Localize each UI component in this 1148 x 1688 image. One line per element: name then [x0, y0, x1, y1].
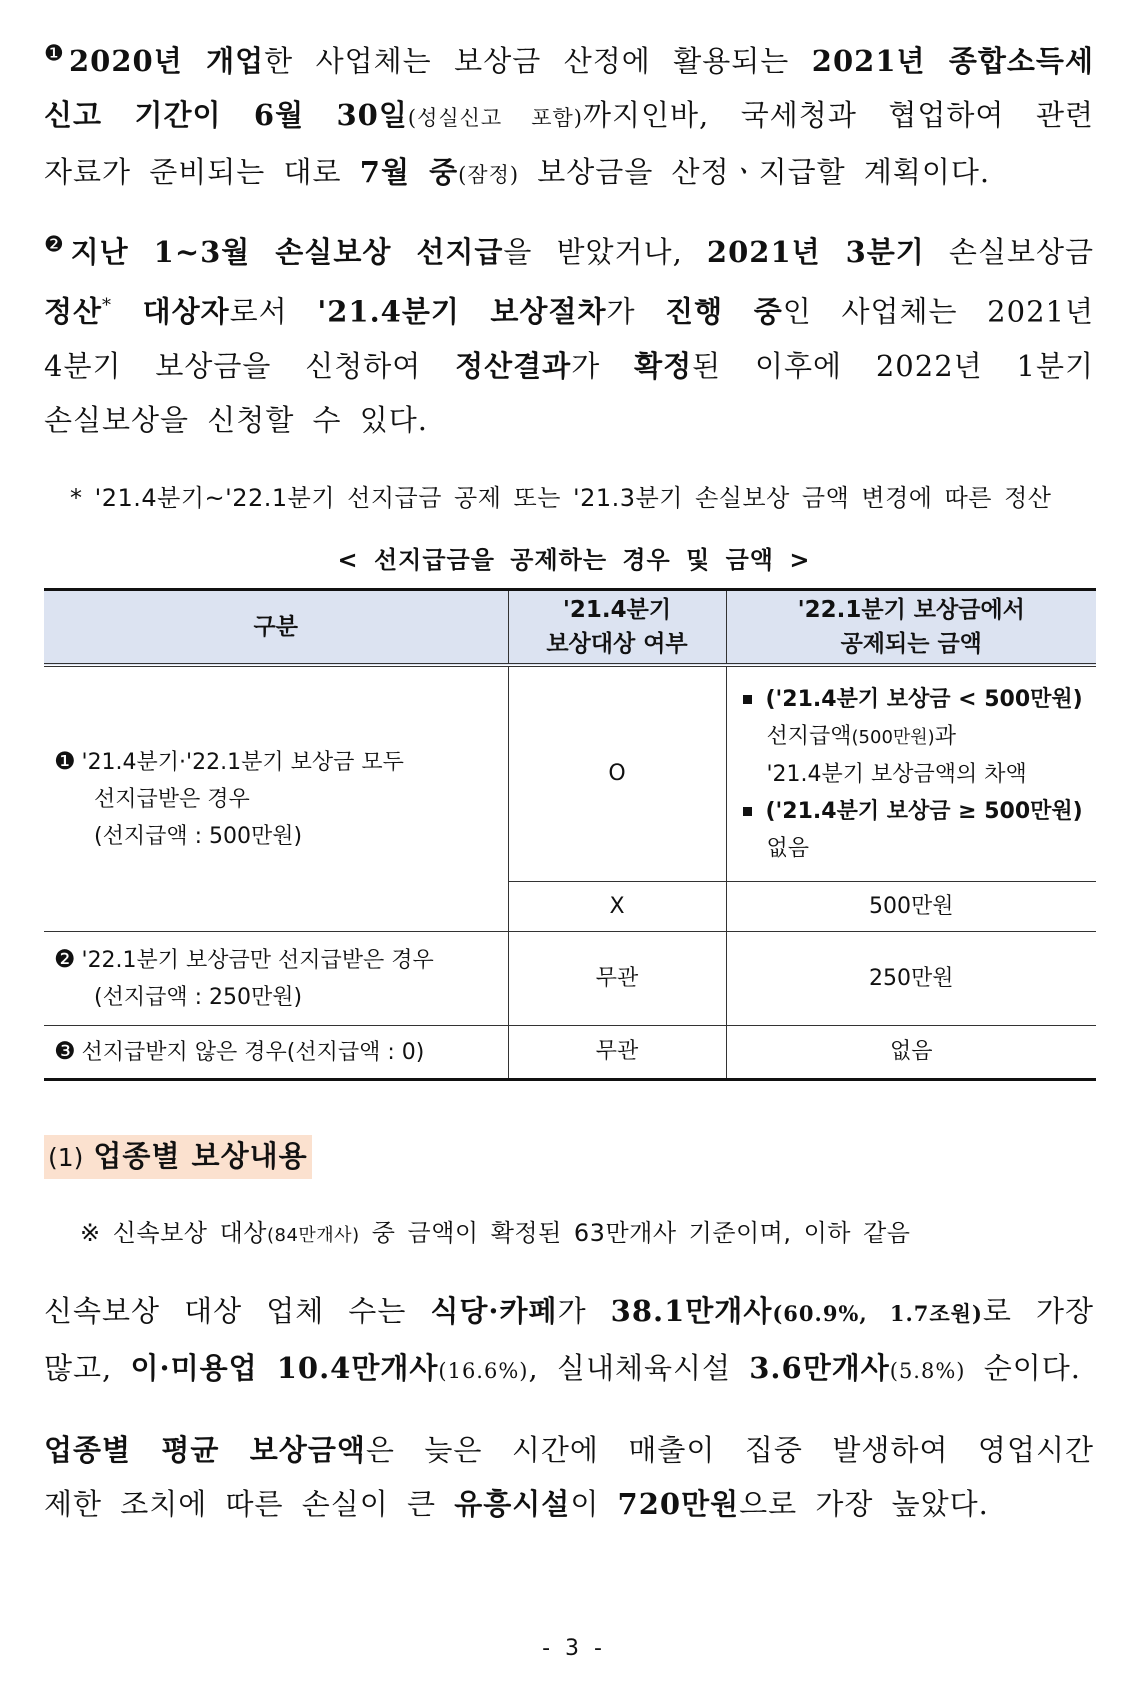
footnote: * '21.4분기~'22.1분기 선지급금 공제 또는 '21.3분기 손실보상 금액 변경에 따른 정산: [70, 484, 1052, 512]
paragraph-industry-counts: [44, 1284, 1094, 1398]
p1-line3: 자료가 준비되는 대로 7월 중(잠정) 보상금을 산정ㆍ지급할 계획이다.: [44, 155, 991, 189]
row2-target: 무관: [508, 931, 726, 1025]
bullet-marker: ❶: [44, 41, 69, 67]
header-category: 구분: [44, 590, 508, 666]
page-number: - 3 -: [542, 1636, 606, 1661]
table-title: < 선지급금을 공제하는 경우 및 금액 >: [337, 546, 811, 574]
table-row: [44, 1025, 1096, 1079]
row1-category: ❶ '21.4분기·'22.1분기 보상금 모두 선지급받은 경우 (선지급액 : 500만원): [44, 665, 508, 931]
row1-target-x: X: [508, 881, 726, 931]
row3-target: 무관: [508, 1025, 726, 1079]
p3-line2: 많고, 이·미용업 10.4만개사(16.6%), 실내체육시설 3.6만개사(5.8%) 순이다.: [44, 1351, 1081, 1385]
p4-line1: 업종별 평균 보상금액은 늦은 시간에 매출이 집중 발생하여 영업시간: [44, 1433, 1094, 1467]
p2-line4: 손실보상을 신청할 수 있다.: [44, 402, 429, 437]
row1-amount-bullets: ('21.4분기 보상금 < 500만원) 선지급액(500만원)과 '21.4분기 보상금액의 차액 ('21.4분기 보상금 ≥ 500만원) 없음: [726, 665, 1096, 881]
row2-category: ❷ '22.1분기 보상금만 선지급받은 경우 (선지급액 : 250만원): [44, 931, 508, 1025]
table-row: [44, 665, 1096, 881]
p2-line3: 4분기 보상금을 신청하여 정산결과가 확정된 이후에 2022년 1분기: [44, 348, 1095, 383]
p2-line1: $^❷$지난 1~3월 손실보상 선지급을 받았거나, 2021년 3분기 손실보상금: [44, 232, 1095, 269]
square-bullet-icon: [743, 807, 752, 816]
row3-category: ❸ 선지급받지 않은 경우(선지급액 : 0): [44, 1025, 508, 1079]
table-row: [44, 931, 1096, 1025]
square-bullet-icon: [743, 695, 752, 704]
row1-x-amount: 500만원: [726, 881, 1096, 931]
row3-amount: 없음: [726, 1025, 1096, 1079]
p2-line2: 정산* 대상자로서 '21.4분기 보상절차가 진행 중인 사업체는 2021년: [44, 294, 1094, 329]
header-target: '21.4분기 보상대상 여부: [508, 590, 726, 666]
row1-target-o: O: [508, 665, 726, 881]
paragraph-prepayment: [44, 225, 1094, 447]
row2-amount: 250만원: [726, 931, 1096, 1025]
paragraph-average-amount: [44, 1423, 1094, 1531]
p4-line2: 제한 조치에 따른 손실이 큰 유흥시설이 720만원으로 가장 높았다.: [44, 1487, 989, 1521]
note-basis: ※ 신속보상 대상(84만개사) 중 금액이 확정된 63만개사 기준이며, 이하 같음: [80, 1219, 911, 1247]
bullet-marker: ❷: [44, 232, 71, 258]
p3-line1: 신속보상 대상 업체 수는 식당·카페가 38.1만개사(60.9%, 1.7조원)로 가장: [44, 1294, 1095, 1328]
table-header-row: [44, 590, 1096, 666]
paragraph-opening-2020: [44, 34, 1094, 202]
p1-line1: $^❶$2020년 개업한 사업체는 보상금 산정에 활용되는 2021년 종합소득세: [44, 41, 1094, 78]
header-amount: '22.1분기 보상금에서 공제되는 금액: [726, 590, 1096, 666]
p1-line2: 신고 기간이 6월 30일(성실신고 포함)까지인바, 국세청과 협업하여 관련: [44, 98, 1094, 132]
section-heading: (1) 업종별 보상내용: [44, 1135, 312, 1179]
deduction-table: [44, 588, 1096, 1081]
